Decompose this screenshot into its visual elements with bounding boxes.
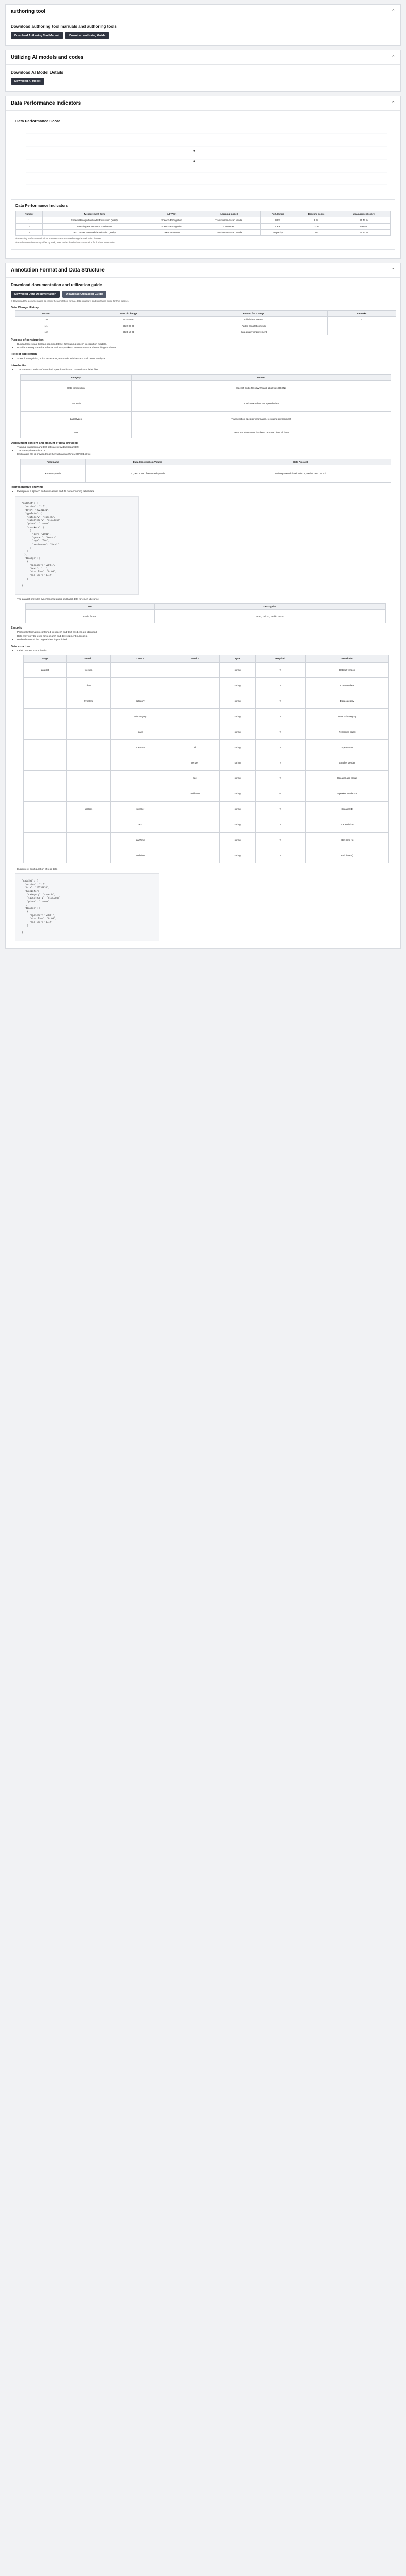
code-sample: { "dataSet": { "version": "1.2", "date": "20231031", "typeInfo": { "category": "speech", "subcategory": "dialogue", "place": "indoor", "speakers": [ { "id": "S0001", "gender": "female", "age": "30s", "residence": "Seoul" } ] }, "dialogs": [ { "speaker": "S0001", "text": "...", "startTime": "0.00", "endTime": "3.12" } ] } } [15,496,139,595]
list-item: • Each audio file is provided together with a matching JSON label file. [17,453,395,456]
cell: string [220,771,255,786]
cell: Y [255,817,305,833]
ai-models-title: Utilizing AI models and codes [11,55,84,60]
table-row [24,786,389,802]
cell [24,833,67,848]
table-row [15,323,396,329]
cell [66,833,111,848]
cell: dialogs [66,802,111,817]
cell: Initial data release [180,317,328,323]
table-row [16,217,391,224]
table-card-title: Data Performance Indicators [15,203,69,208]
chevron-up-icon[interactable]: ⌃ [391,9,395,14]
cell: Y [255,740,305,755]
list-item: • Redistribution of the original data is prohibited. [17,638,395,642]
performance-title: Data Performance Indicators [11,100,81,106]
cell: 2023-10-31 [77,329,180,335]
authoring-header[interactable] [6,5,400,19]
performance-table [15,211,391,236]
cell: WAV, 16 kHz, 16 bit, mono [154,610,385,623]
cell: speakers [111,740,170,755]
field-heading: Field of application [11,353,37,357]
cell: Learning Performance Evaluation [43,224,146,230]
th: Perf. Metric [260,211,295,217]
annotation-title: Annotation Format and Data Structure [11,267,105,273]
cell: Start time (s) [306,833,389,848]
cell: Speech audio files (WAV) and label files (JSON) [131,380,391,396]
performance-note: ※ Evaluation criteria may differ by task; refer to the detailed documentation for further information. [15,241,116,244]
cell: string [220,755,255,771]
cell [24,693,67,709]
authoring-section [5,4,401,46]
cell: Data composition [21,380,132,396]
th: Learning model [197,211,261,217]
cell [24,709,67,724]
cell: 100 [295,230,337,236]
list-item: • Build a large-scale Korean speech dataset for training speech recognition models. [17,343,395,346]
ai-models-header[interactable] [6,50,400,65]
cell: 1 [16,217,43,224]
cell [24,802,67,817]
chevron-up-icon[interactable]: ⌃ [391,55,395,60]
cell: string [220,802,255,817]
chart-card-title: Data Performance Score [15,118,61,123]
cell: Dataset version [306,663,389,678]
cell: 9.86 % [337,224,391,230]
th: Description [154,604,385,610]
cell: 1.1 [15,323,77,329]
cell: Recording place [306,724,389,740]
table-row [24,817,389,833]
cell: Y [255,771,305,786]
authoring-subtitle: Download authoring tool manuals and authoring tools [11,24,117,29]
table-row [24,693,389,709]
performance-section [5,96,401,259]
table-row [24,755,389,771]
th: content [131,374,391,380]
cell [66,848,111,863]
structure-heading: Data structure [11,645,30,648]
cell: string [220,833,255,848]
th: Level 2 [111,655,170,663]
th: Remarks [327,311,396,317]
cell: date [66,678,111,693]
cell: Y [255,755,305,771]
cell: 2 [16,224,43,230]
cell: Speaker ID [306,740,389,755]
cell: Transformer-Based Model [197,217,261,224]
annotation-header[interactable] [6,263,400,278]
cell [111,771,170,786]
th: Item [26,604,155,610]
th: Data Amount [210,459,391,465]
code-sample-2: { "dataSet": { "version": "1.2", "date": "20231031", "typeInfo": { "category": "speech", "subcategory": "dialogue", "place": "indoor" }, "dialogs": [ { "speaker": "S0001", "startTime": "0.00", "endTime": "3.12" } ] } } [15,873,159,941]
list-item: • Provide training data that reflects various speakers, environments and recording conditions. [17,346,395,350]
table-row [24,740,389,755]
cell [66,786,111,802]
table-row [24,678,389,693]
cell: Transcription [306,817,389,833]
cell: 1.2 [15,329,77,335]
annotation-intro-note: ※ Download the documentation to check the annotation format, data structure, and utilization guide for this dataset. [11,300,129,302]
chart-point [193,160,195,162]
cell [170,693,219,709]
annotation-section [5,263,401,949]
cell [24,848,67,863]
cell: Added annotation fields [180,323,328,329]
cell [170,802,219,817]
table-row [24,724,389,740]
cell: Speaker ID [306,802,389,817]
table-row [24,833,389,848]
cell [24,755,67,771]
chart-point [193,150,195,151]
cell: string [220,786,255,802]
download-ai-model-button[interactable]: Download AI Model [11,78,44,85]
th: Level 3 [170,655,219,663]
note-table [25,603,386,623]
table-row [24,848,389,863]
cell: Y [255,724,305,740]
cell: age [170,771,219,786]
table-row [21,427,391,438]
cell: subcategory [111,709,170,724]
cell: typeInfo [66,693,111,709]
cell: string [220,848,255,863]
cell: CER [260,224,295,230]
download-data-doc-button[interactable]: Download Data Documentation [11,291,60,298]
list-item: • Example of a speech audio waveform and its corresponding label data. [17,490,395,494]
cell: string [220,709,255,724]
cell: category [111,693,170,709]
cell [66,771,111,786]
cell: WER [260,217,295,224]
th: Description [306,655,389,663]
table-row [16,224,391,230]
performance-note: ※ Learning performance indicator scores are measured using the validation dataset. [15,237,102,240]
history-label: Data Change History [11,306,39,309]
cell: Text Generation [146,230,197,236]
cell [170,817,219,833]
download-guide-button[interactable]: Download authoring Guide [65,32,109,39]
cell: 1.0 [15,317,77,323]
cell: Audio format [26,610,155,623]
cell: - [327,329,396,335]
cell: Training 8,000 h / Validation 1,000 h / Test 1,000 h [210,465,391,483]
cell: Transcription, speaker information, recording environment [131,411,391,427]
cell: Y [255,833,305,848]
cell: string [220,663,255,678]
cell [170,663,219,678]
th: Date of Change [77,311,180,317]
cell: Speaker age group [306,771,389,786]
category-table [20,374,391,438]
cell: Creation date [306,678,389,693]
th: Data Construction Volume [86,459,210,465]
page [0,0,406,957]
annotation-subtitle: Download documentation and utilization guide [11,283,103,287]
cell [66,755,111,771]
th: Measurement score [337,211,391,217]
cell: Personal information has been removed from all data [131,427,391,438]
list-item: • Speech recognition, voice assistants, automatic subtitles and call center analysis. [17,357,395,361]
cell: Speech Recognition [146,224,197,230]
ai-models-subtitle: Download AI Model Details [11,70,63,75]
cell: Y [255,663,305,678]
cell: Speaker residence [306,786,389,802]
cell [24,786,67,802]
cell [170,678,219,693]
cell: 8 % [295,217,337,224]
th: Stage [24,655,67,663]
cell: Data scale [21,396,132,411]
cell [111,663,170,678]
cell: residence [170,786,219,802]
cell: string [220,740,255,755]
cell: Speech Recognition Model Evaluation Quality [43,217,146,224]
cell: 2022-06-30 [77,323,180,329]
cell [111,786,170,802]
cell: 10 % [295,224,337,230]
cell: Data quality improvement [180,329,328,335]
cell: startTime [111,833,170,848]
th: Type [220,655,255,663]
th: Field name [21,459,86,465]
cell: Note [21,427,132,438]
cell [66,724,111,740]
cell: version [66,663,111,678]
performance-table-card [11,199,395,250]
cell: Y [255,802,305,817]
performance-chart-card [11,115,395,195]
purpose-heading: Purpose of construction [11,338,44,342]
cell [24,740,67,755]
cell: string [220,678,255,693]
cell: Text Conversion Model Evaluation Quality [43,230,146,236]
download-usage-guide-button[interactable]: Download Utilization Guide [62,291,106,298]
list-item: • Label data structure details [17,649,395,653]
th: Measurement item [43,211,146,217]
th: AI TASK [146,211,197,217]
th: Number [16,211,43,217]
chevron-up-icon[interactable]: ⌃ [391,267,395,273]
table-row [21,411,391,427]
table-row [24,709,389,724]
cell [170,833,219,848]
th: Baseline score [295,211,337,217]
cell [24,771,67,786]
table-row [24,771,389,786]
cell: Label types [21,411,132,427]
cell: Speech Recognition [146,217,197,224]
cell: place [111,724,170,740]
table-row [26,610,386,623]
cell [111,755,170,771]
introduction-heading: Introduction [11,364,28,367]
cell: Conformer [197,224,261,230]
history-table [15,310,396,335]
structure-body [24,663,389,863]
structure-table [23,655,389,863]
cell: speaker [111,802,170,817]
list-item: • Data may only be used for research and development purposes. [17,635,395,638]
cell: Speaker gender [306,755,389,771]
cell: - [327,323,396,329]
th: Required [255,655,305,663]
security-heading: Security [11,626,22,630]
performance-chart [11,124,393,194]
cell: 3 [16,230,43,236]
cell: string [220,693,255,709]
cell [170,724,219,740]
performance-header[interactable] [6,96,400,111]
th: category [21,374,132,380]
ai-models-section [5,50,401,92]
cell: 2021-11-30 [77,317,180,323]
cell: string [220,724,255,740]
cell: 11.44 % [337,217,391,224]
cell [66,817,111,833]
deploy-heading: Deployment content and amount of data provided [11,441,78,445]
cell: N [255,786,305,802]
amount-table [20,459,391,483]
table-row [15,329,396,335]
cell: Y [255,678,305,693]
cell [66,740,111,755]
list-item: • The dataset consists of recorded speech audio and transcription label files. [17,368,395,372]
cell: endTime [111,848,170,863]
cell: Data category [306,693,389,709]
download-manual-button[interactable]: Download Authoring Tool Manual [11,32,63,39]
cell: 12.83 % [337,230,391,236]
list-item: • Example of configuration of real data [17,868,395,871]
cell [111,678,170,693]
table-row [24,663,389,678]
table-row [15,317,396,323]
list-item: • Personal information contained in speech and text has been de-identified. [17,631,395,634]
list-item: • The dataset provides synchronized audio and label data for each utterance. [17,598,395,601]
cell [66,709,111,724]
th: Version [15,311,77,317]
cell: text [111,817,170,833]
cell: string [220,817,255,833]
cell: Korean speech [21,465,86,483]
cell: Data subcategory [306,709,389,724]
cell: Total 10,000 hours of speech data [131,396,391,411]
cell: Y [255,693,305,709]
cell: Perplexity [260,230,295,236]
cell: gender [170,755,219,771]
cell: Transformer-Based Model [197,230,261,236]
cell [24,817,67,833]
authoring-title: authoring tool [11,9,46,14]
cell: - [327,317,396,323]
list-item: • The data split ratio is 8 : 1 : 1. [17,449,395,453]
table-row [24,802,389,817]
cell [170,848,219,863]
cell [24,724,67,740]
table-row [21,396,391,411]
cell [170,709,219,724]
cell [24,678,67,693]
th: Level 1 [66,655,111,663]
table-row [21,465,391,483]
th: Reason for Change [180,311,328,317]
cell: End time (s) [306,848,389,863]
list-item: • Training, validation and test sets are provided separately. [17,446,395,449]
cell: 10,000 hours of recorded speech [86,465,210,483]
table-row [21,380,391,396]
cell: Y [255,709,305,724]
cell: dataSet [24,663,67,678]
cell: id [170,740,219,755]
table-row [16,230,391,236]
cell: Y [255,848,305,863]
rep-heading: Representative drawing [11,486,43,489]
chevron-up-icon[interactable]: ⌃ [391,100,395,106]
